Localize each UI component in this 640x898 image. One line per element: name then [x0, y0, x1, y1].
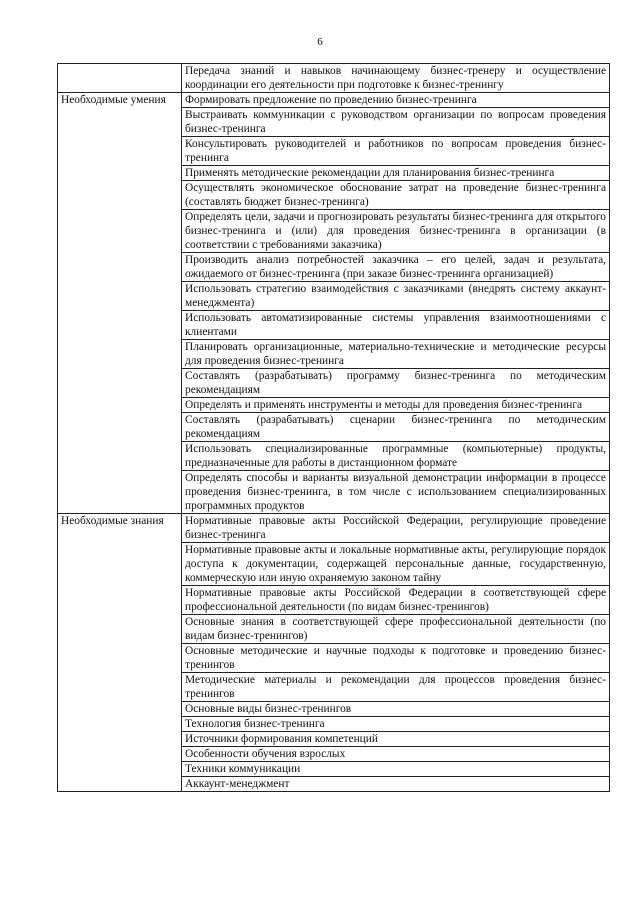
- requirement-item: Применять методические рекомендации для планирования бизнес-тренинга: [182, 166, 610, 181]
- table-row: [58, 93, 610, 108]
- requirement-item: Определять и применять инструменты и методы для проведения бизнес-тренинга: [182, 398, 610, 413]
- requirement-item: Формировать предложение по проведению бизнес-тренинга: [182, 93, 610, 108]
- requirement-item: Основные методические и научные подходы к подготовке и проведению бизнес-тренингов: [182, 644, 610, 673]
- requirement-item: Источники формирования компетенций: [182, 732, 610, 747]
- requirement-item: Составлять (разрабатывать) программу бизнес-тренинга по методическим рекомендациям: [182, 369, 610, 398]
- requirement-item: Использовать стратегию взаимодействия с заказчиками (внедрять систему аккаунт-менеджмента): [182, 282, 610, 311]
- requirement-item: Составлять (разрабатывать) сценарии бизнес-тренинга по методическим рекомендациям: [182, 413, 610, 442]
- competency-table: [57, 63, 610, 792]
- requirement-item: Осуществлять экономическое обоснование затрат на проведение бизнес-тренинга (составлять бюджет бизнес-тренинга): [182, 181, 610, 210]
- requirement-item: Консультировать руководителей и работников по вопросам проведения бизнес-тренинга: [182, 137, 610, 166]
- section-label: Необходимые умения: [58, 93, 182, 514]
- requirement-item: Выстраивать коммуникации с руководством организации по вопросам проведения бизнес-тренинга: [182, 108, 610, 137]
- requirement-item: Нормативные правовые акты и локальные нормативные акты, регулирующие порядок доступа к документации, содержащей персональные данные, государственную, коммерческую или иную охраняемую законом тайну: [182, 543, 610, 586]
- requirement-item: Нормативные правовые акты Российской Федерации в соответствующей сфере профессиональной деятельности (по видам бизнес-тренингов): [182, 586, 610, 615]
- requirement-item: Планировать организационные, материально-технические и методические ресурсы для проведения бизнес-тренинга: [182, 340, 610, 369]
- requirement-item: Техники коммуникации: [182, 762, 610, 777]
- requirement-item: Нормативные правовые акты Российской Федерации, регулирующие проведение бизнес-тренинга: [182, 514, 610, 543]
- requirement-item: Аккаунт-менеджмент: [182, 777, 610, 792]
- table-row: [58, 514, 610, 543]
- requirement-item: Основные знания в соответствующей сфере профессиональной деятельности (по видам бизнес-тренингов): [182, 615, 610, 644]
- requirement-item: Основные виды бизнес-тренингов: [182, 702, 610, 717]
- section-label: [58, 64, 182, 93]
- requirement-item: Передача знаний и навыков начинающему бизнес-тренеру и осуществление координации его деятельности при подготовке к бизнес-тренингу: [182, 64, 610, 93]
- requirement-item: Использовать специализированные программные (компьютерные) продукты, предназначенные для работы в дистанционном формате: [182, 442, 610, 471]
- section-label: Необходимые знания: [58, 514, 182, 792]
- requirement-item: Методические материалы и рекомендации для процессов проведения бизнес-тренингов: [182, 673, 610, 702]
- table-row: [58, 64, 610, 93]
- requirement-item: Технология бизнес-тренинга: [182, 717, 610, 732]
- page-number: 6: [317, 36, 323, 48]
- requirement-item: Производить анализ потребностей заказчика – его целей, задач и результата, ожидаемого от бизнес-тренинга (при заказе бизнес-тренинга организацией): [182, 253, 610, 282]
- requirement-item: Определять способы и варианты визуальной демонстрации информации в процессе проведения бизнес-тренинга, в том числе с использованием специализированных программных продуктов: [182, 471, 610, 514]
- requirement-item: Определять цели, задачи и прогнозировать результаты бизнес-тренинга для открытого бизнес-тренинга и (или) для проведения бизнес-тренинга в организации (в соответствии с требованиями заказчика): [182, 210, 610, 253]
- requirement-item: Особенности обучения взрослых: [182, 747, 610, 762]
- requirement-item: Использовать автоматизированные системы управления взаимоотношениями с клиентами: [182, 311, 610, 340]
